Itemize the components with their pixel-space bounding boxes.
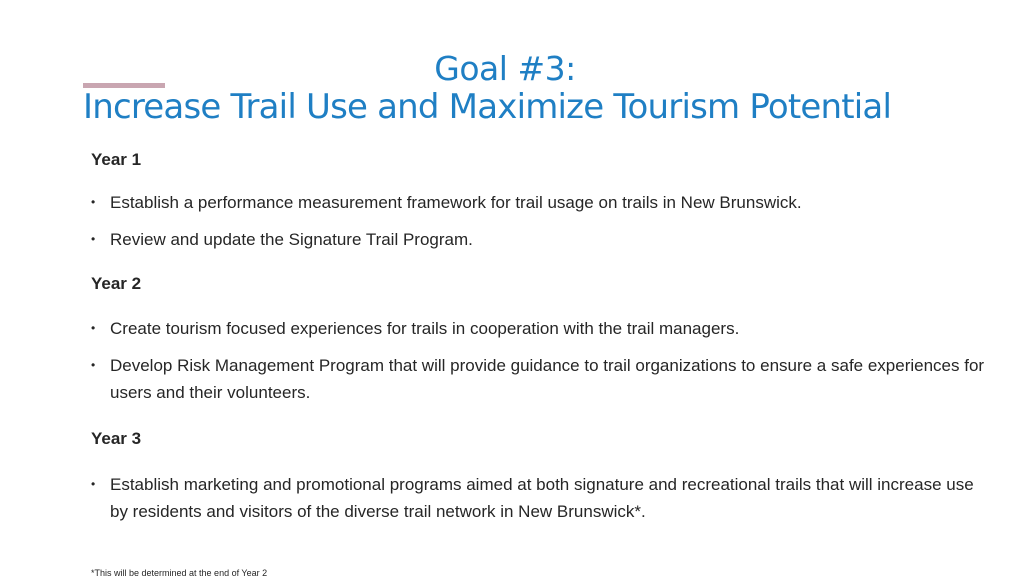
bullet-icon: • <box>91 195 96 209</box>
year-1-list <box>91 189 991 253</box>
year-2-list <box>91 315 991 406</box>
list-item-text: Create tourism focused experiences for trails in cooperation with the trail managers. <box>110 319 740 338</box>
year-3-list <box>91 471 991 525</box>
list-item <box>91 189 991 216</box>
list-item-text: Establish marketing and promotional programs aimed at both signature and recreational trails that will increase use by residents and visitors of the diverse trail network in New Brunswick*. <box>110 475 974 521</box>
bullet-icon: • <box>91 232 96 246</box>
year-2-label: Year 2 <box>91 274 142 293</box>
list-item-text: Establish a performance measurement framework for trail usage on trails in New Brunswick. <box>110 193 802 212</box>
list-item-text: Develop Risk Management Program that will provide guidance to trail organizations to ensure a safe experiences for users and their volunteers. <box>110 356 985 402</box>
list-item <box>91 352 991 406</box>
list-item <box>91 226 991 253</box>
slide-title <box>0 50 1010 126</box>
year-3-label: Year 3 <box>91 429 142 448</box>
list-item-text: Review and update the Signature Trail Program. <box>110 230 473 249</box>
title-line-1: Goal #3: <box>434 49 576 88</box>
list-item <box>91 315 991 342</box>
year-1-label: Year 1 <box>91 150 142 169</box>
bullet-icon: • <box>91 477 96 491</box>
footnote: *This will be determined at the end of Year 2 <box>91 568 268 578</box>
bullet-icon: • <box>91 358 96 372</box>
title-line-2: Increase Trail Use and Maximize Tourism Potential <box>83 87 892 127</box>
goal-content <box>91 146 991 525</box>
bullet-icon: • <box>91 321 96 335</box>
list-item <box>91 471 991 525</box>
